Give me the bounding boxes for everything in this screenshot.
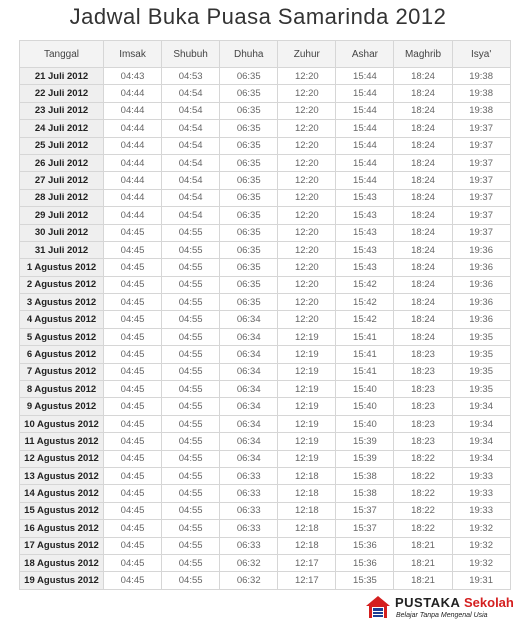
cell-maghrib: 18:22 [394,450,452,467]
cell-maghrib: 18:24 [394,137,452,154]
cell-isya: 19:34 [452,398,510,415]
cell-ashar: 15:37 [336,502,394,519]
table-row [20,450,511,467]
cell-imsak: 04:45 [104,241,162,258]
cell-shubuh: 04:54 [162,154,220,171]
cell-shubuh: 04:55 [162,381,220,398]
cell-dhuha: 06:35 [220,85,278,102]
cell-date: 4 Agustus 2012 [20,311,104,328]
cell-date: 13 Agustus 2012 [20,467,104,484]
cell-imsak: 04:44 [104,137,162,154]
cell-isya: 19:36 [452,241,510,258]
cell-date: 23 Juli 2012 [20,102,104,119]
table-row [20,381,511,398]
cell-shubuh: 04:55 [162,433,220,450]
cell-zuhur: 12:20 [278,259,336,276]
cell-zuhur: 12:19 [278,398,336,415]
cell-shubuh: 04:55 [162,572,220,589]
cell-date: 1 Agustus 2012 [20,259,104,276]
cell-date: 24 Juli 2012 [20,120,104,137]
cell-date: 30 Juli 2012 [20,224,104,241]
cell-zuhur: 12:19 [278,363,336,380]
cell-isya: 19:36 [452,311,510,328]
cell-dhuha: 06:35 [220,259,278,276]
cell-maghrib: 18:23 [394,381,452,398]
cell-shubuh: 04:55 [162,415,220,432]
cell-shubuh: 04:55 [162,520,220,537]
table-row [20,120,511,137]
cell-shubuh: 04:55 [162,276,220,293]
cell-isya: 19:35 [452,328,510,345]
schedule-table [19,40,511,590]
cell-imsak: 04:44 [104,189,162,206]
cell-maghrib: 18:23 [394,346,452,363]
table-row [20,572,511,589]
table-row [20,467,511,484]
cell-ashar: 15:42 [336,294,394,311]
cell-ashar: 15:40 [336,415,394,432]
table-row [20,328,511,345]
cell-ashar: 15:42 [336,276,394,293]
cell-dhuha: 06:35 [220,294,278,311]
cell-isya: 19:37 [452,137,510,154]
cell-ashar: 15:39 [336,433,394,450]
table-row [20,294,511,311]
cell-ashar: 15:44 [336,85,394,102]
logo-brand [395,595,514,610]
cell-shubuh: 04:53 [162,68,220,85]
cell-isya: 19:35 [452,363,510,380]
cell-shubuh: 04:55 [162,311,220,328]
table-row [20,311,511,328]
table-row [20,398,511,415]
cell-maghrib: 18:24 [394,259,452,276]
cell-zuhur: 12:20 [278,137,336,154]
cell-ashar: 15:41 [336,363,394,380]
cell-zuhur: 12:17 [278,554,336,571]
header-tanggal: Tanggal [20,41,104,68]
cell-shubuh: 04:54 [162,189,220,206]
cell-imsak: 04:45 [104,363,162,380]
cell-maghrib: 18:23 [394,433,452,450]
cell-dhuha: 06:35 [220,137,278,154]
cell-isya: 19:37 [452,224,510,241]
table-row [20,224,511,241]
cell-maghrib: 18:24 [394,207,452,224]
table-row [20,259,511,276]
cell-ashar: 15:43 [336,189,394,206]
cell-ashar: 15:36 [336,554,394,571]
cell-shubuh: 04:54 [162,172,220,189]
cell-zuhur: 12:20 [278,154,336,171]
cell-dhuha: 06:34 [220,363,278,380]
cell-maghrib: 18:24 [394,102,452,119]
cell-imsak: 04:44 [104,120,162,137]
cell-maghrib: 18:22 [394,467,452,484]
logo-tagline: Belajar Tanpa Mengenal Usia [396,612,488,619]
cell-imsak: 04:45 [104,328,162,345]
cell-ashar: 15:41 [336,328,394,345]
cell-imsak: 04:45 [104,224,162,241]
cell-shubuh: 04:55 [162,346,220,363]
cell-date: 16 Agustus 2012 [20,520,104,537]
table-row [20,85,511,102]
cell-dhuha: 06:34 [220,433,278,450]
cell-zuhur: 12:19 [278,346,336,363]
cell-isya: 19:38 [452,102,510,119]
table-row [20,189,511,206]
cell-isya: 19:37 [452,154,510,171]
cell-zuhur: 12:18 [278,485,336,502]
table-row [20,207,511,224]
cell-dhuha: 06:35 [220,102,278,119]
cell-shubuh: 04:54 [162,120,220,137]
cell-ashar: 15:38 [336,467,394,484]
cell-date: 18 Agustus 2012 [20,554,104,571]
cell-isya: 19:33 [452,467,510,484]
cell-shubuh: 04:55 [162,537,220,554]
cell-maghrib: 18:24 [394,294,452,311]
cell-shubuh: 04:54 [162,137,220,154]
cell-ashar: 15:43 [336,207,394,224]
cell-date: 28 Juli 2012 [20,189,104,206]
cell-maghrib: 18:21 [394,537,452,554]
cell-shubuh: 04:55 [162,328,220,345]
cell-dhuha: 06:35 [220,276,278,293]
cell-shubuh: 04:55 [162,259,220,276]
cell-zuhur: 12:20 [278,120,336,137]
cell-isya: 19:37 [452,120,510,137]
cell-maghrib: 18:22 [394,502,452,519]
cell-date: 3 Agustus 2012 [20,294,104,311]
cell-dhuha: 06:35 [220,154,278,171]
cell-maghrib: 18:24 [394,276,452,293]
cell-isya: 19:34 [452,415,510,432]
cell-zuhur: 12:20 [278,311,336,328]
cell-isya: 19:32 [452,520,510,537]
cell-dhuha: 06:34 [220,328,278,345]
table-row [20,485,511,502]
pustaka-sekolah-logo [365,593,515,633]
cell-ashar: 15:39 [336,450,394,467]
cell-ashar: 15:35 [336,572,394,589]
cell-date: 29 Juli 2012 [20,207,104,224]
cell-date: 26 Juli 2012 [20,154,104,171]
table-row [20,241,511,258]
cell-date: 27 Juli 2012 [20,172,104,189]
cell-isya: 19:38 [452,68,510,85]
cell-maghrib: 18:24 [394,241,452,258]
cell-maghrib: 18:24 [394,68,452,85]
cell-zuhur: 12:19 [278,433,336,450]
cell-date: 2 Agustus 2012 [20,276,104,293]
cell-shubuh: 04:54 [162,85,220,102]
cell-maghrib: 18:21 [394,554,452,571]
cell-ashar: 15:44 [336,68,394,85]
table-row [20,68,511,85]
cell-isya: 19:34 [452,450,510,467]
cell-dhuha: 06:35 [220,120,278,137]
cell-dhuha: 06:34 [220,346,278,363]
cell-date: 15 Agustus 2012 [20,502,104,519]
cell-shubuh: 04:54 [162,102,220,119]
cell-maghrib: 18:23 [394,363,452,380]
cell-imsak: 04:45 [104,485,162,502]
cell-zuhur: 12:20 [278,172,336,189]
header-shubuh: Shubuh [162,41,220,68]
cell-imsak: 04:45 [104,433,162,450]
cell-isya: 19:37 [452,207,510,224]
cell-ashar: 15:38 [336,485,394,502]
header-imsak: Imsak [104,41,162,68]
cell-imsak: 04:45 [104,294,162,311]
cell-maghrib: 18:24 [394,189,452,206]
cell-ashar: 15:43 [336,259,394,276]
cell-dhuha: 06:34 [220,415,278,432]
cell-zuhur: 12:17 [278,572,336,589]
cell-shubuh: 04:55 [162,554,220,571]
cell-shubuh: 04:54 [162,207,220,224]
cell-maghrib: 18:23 [394,398,452,415]
cell-ashar: 15:44 [336,137,394,154]
table-row [20,137,511,154]
cell-date: 8 Agustus 2012 [20,381,104,398]
cell-zuhur: 12:20 [278,85,336,102]
cell-date: 22 Juli 2012 [20,85,104,102]
cell-imsak: 04:45 [104,259,162,276]
cell-isya: 19:36 [452,259,510,276]
cell-isya: 19:38 [452,85,510,102]
cell-isya: 19:33 [452,502,510,519]
cell-isya: 19:35 [452,381,510,398]
cell-dhuha: 06:35 [220,207,278,224]
cell-imsak: 04:45 [104,381,162,398]
logo-brand-part1: PUSTAKA [395,595,461,610]
cell-shubuh: 04:55 [162,294,220,311]
cell-dhuha: 06:35 [220,68,278,85]
cell-shubuh: 04:55 [162,224,220,241]
cell-dhuha: 06:35 [220,189,278,206]
cell-imsak: 04:45 [104,537,162,554]
cell-dhuha: 06:35 [220,241,278,258]
cell-imsak: 04:45 [104,450,162,467]
cell-imsak: 04:44 [104,154,162,171]
cell-ashar: 15:44 [336,154,394,171]
table-row [20,276,511,293]
cell-date: 11 Agustus 2012 [20,433,104,450]
table-row [20,102,511,119]
cell-zuhur: 12:20 [278,102,336,119]
cell-isya: 19:33 [452,485,510,502]
cell-dhuha: 06:34 [220,311,278,328]
cell-zuhur: 12:19 [278,450,336,467]
cell-maghrib: 18:24 [394,172,452,189]
table-row [20,537,511,554]
cell-maghrib: 18:23 [394,415,452,432]
header-isya: Isya' [452,41,510,68]
cell-shubuh: 04:55 [162,241,220,258]
cell-date: 7 Agustus 2012 [20,363,104,380]
cell-date: 31 Juli 2012 [20,241,104,258]
cell-date: 21 Juli 2012 [20,68,104,85]
table-row [20,502,511,519]
house-logo-icon [365,595,391,619]
cell-date: 19 Agustus 2012 [20,572,104,589]
cell-isya: 19:32 [452,537,510,554]
cell-dhuha: 06:35 [220,224,278,241]
cell-zuhur: 12:20 [278,207,336,224]
cell-imsak: 04:45 [104,554,162,571]
cell-date: 12 Agustus 2012 [20,450,104,467]
cell-shubuh: 04:55 [162,450,220,467]
cell-ashar: 15:44 [336,102,394,119]
cell-zuhur: 12:19 [278,415,336,432]
cell-zuhur: 12:18 [278,502,336,519]
cell-ashar: 15:43 [336,224,394,241]
cell-imsak: 04:45 [104,520,162,537]
cell-zuhur: 12:19 [278,381,336,398]
cell-ashar: 15:37 [336,520,394,537]
cell-isya: 19:36 [452,276,510,293]
table-header-row [20,41,511,68]
cell-maghrib: 18:24 [394,311,452,328]
cell-shubuh: 04:55 [162,467,220,484]
cell-dhuha: 06:32 [220,554,278,571]
cell-isya: 19:36 [452,294,510,311]
cell-imsak: 04:45 [104,276,162,293]
cell-maghrib: 18:22 [394,520,452,537]
cell-zuhur: 12:20 [278,294,336,311]
cell-isya: 19:37 [452,189,510,206]
cell-ashar: 15:40 [336,381,394,398]
cell-ashar: 15:44 [336,172,394,189]
cell-zuhur: 12:19 [278,328,336,345]
page-title: Jadwal Buka Puasa Samarinda 2012 [69,4,447,29]
table-row [20,363,511,380]
cell-isya: 19:34 [452,433,510,450]
cell-ashar: 15:43 [336,241,394,258]
cell-ashar: 15:44 [336,120,394,137]
cell-maghrib: 18:22 [394,485,452,502]
cell-imsak: 04:45 [104,346,162,363]
cell-imsak: 04:45 [104,572,162,589]
cell-zuhur: 12:20 [278,241,336,258]
logo-brand-part2: Sekolah [464,595,514,610]
cell-imsak: 04:45 [104,415,162,432]
table-row [20,172,511,189]
table-row [20,415,511,432]
cell-dhuha: 06:35 [220,172,278,189]
cell-imsak: 04:45 [104,467,162,484]
cell-date: 5 Agustus 2012 [20,328,104,345]
table-row [20,554,511,571]
cell-dhuha: 06:33 [220,520,278,537]
cell-shubuh: 04:55 [162,398,220,415]
cell-maghrib: 18:21 [394,572,452,589]
cell-maghrib: 18:24 [394,120,452,137]
cell-ashar: 15:41 [336,346,394,363]
cell-maghrib: 18:24 [394,224,452,241]
cell-isya: 19:31 [452,572,510,589]
table-row [20,154,511,171]
cell-dhuha: 06:34 [220,381,278,398]
cell-date: 9 Agustus 2012 [20,398,104,415]
cell-dhuha: 06:34 [220,398,278,415]
cell-dhuha: 06:33 [220,537,278,554]
header-ashar: Ashar [336,41,394,68]
cell-imsak: 04:43 [104,68,162,85]
cell-zuhur: 12:20 [278,68,336,85]
cell-imsak: 04:45 [104,311,162,328]
header-zuhur: Zuhur [278,41,336,68]
cell-maghrib: 18:24 [394,154,452,171]
cell-imsak: 04:44 [104,207,162,224]
cell-dhuha: 06:32 [220,572,278,589]
table-row [20,433,511,450]
cell-zuhur: 12:20 [278,189,336,206]
cell-date: 10 Agustus 2012 [20,415,104,432]
cell-ashar: 15:40 [336,398,394,415]
cell-imsak: 04:44 [104,85,162,102]
cell-zuhur: 12:18 [278,520,336,537]
cell-zuhur: 12:18 [278,537,336,554]
cell-dhuha: 06:34 [220,450,278,467]
table-row [20,346,511,363]
cell-isya: 19:37 [452,172,510,189]
cell-zuhur: 12:20 [278,224,336,241]
cell-date: 17 Agustus 2012 [20,537,104,554]
cell-zuhur: 12:18 [278,467,336,484]
cell-maghrib: 18:24 [394,85,452,102]
cell-isya: 19:32 [452,554,510,571]
cell-isya: 19:35 [452,346,510,363]
cell-ashar: 15:36 [336,537,394,554]
cell-shubuh: 04:55 [162,502,220,519]
cell-ashar: 15:42 [336,311,394,328]
cell-date: 25 Juli 2012 [20,137,104,154]
table-body [20,68,511,590]
cell-date: 14 Agustus 2012 [20,485,104,502]
cell-imsak: 04:45 [104,502,162,519]
table-row [20,520,511,537]
header-dhuha: Dhuha [220,41,278,68]
cell-zuhur: 12:20 [278,276,336,293]
cell-shubuh: 04:55 [162,485,220,502]
cell-date: 6 Agustus 2012 [20,346,104,363]
cell-maghrib: 18:24 [394,328,452,345]
cell-dhuha: 06:33 [220,485,278,502]
header-maghrib: Maghrib [394,41,452,68]
cell-imsak: 04:45 [104,398,162,415]
cell-shubuh: 04:55 [162,363,220,380]
cell-imsak: 04:44 [104,102,162,119]
cell-imsak: 04:44 [104,172,162,189]
cell-dhuha: 06:33 [220,502,278,519]
cell-dhuha: 06:33 [220,467,278,484]
